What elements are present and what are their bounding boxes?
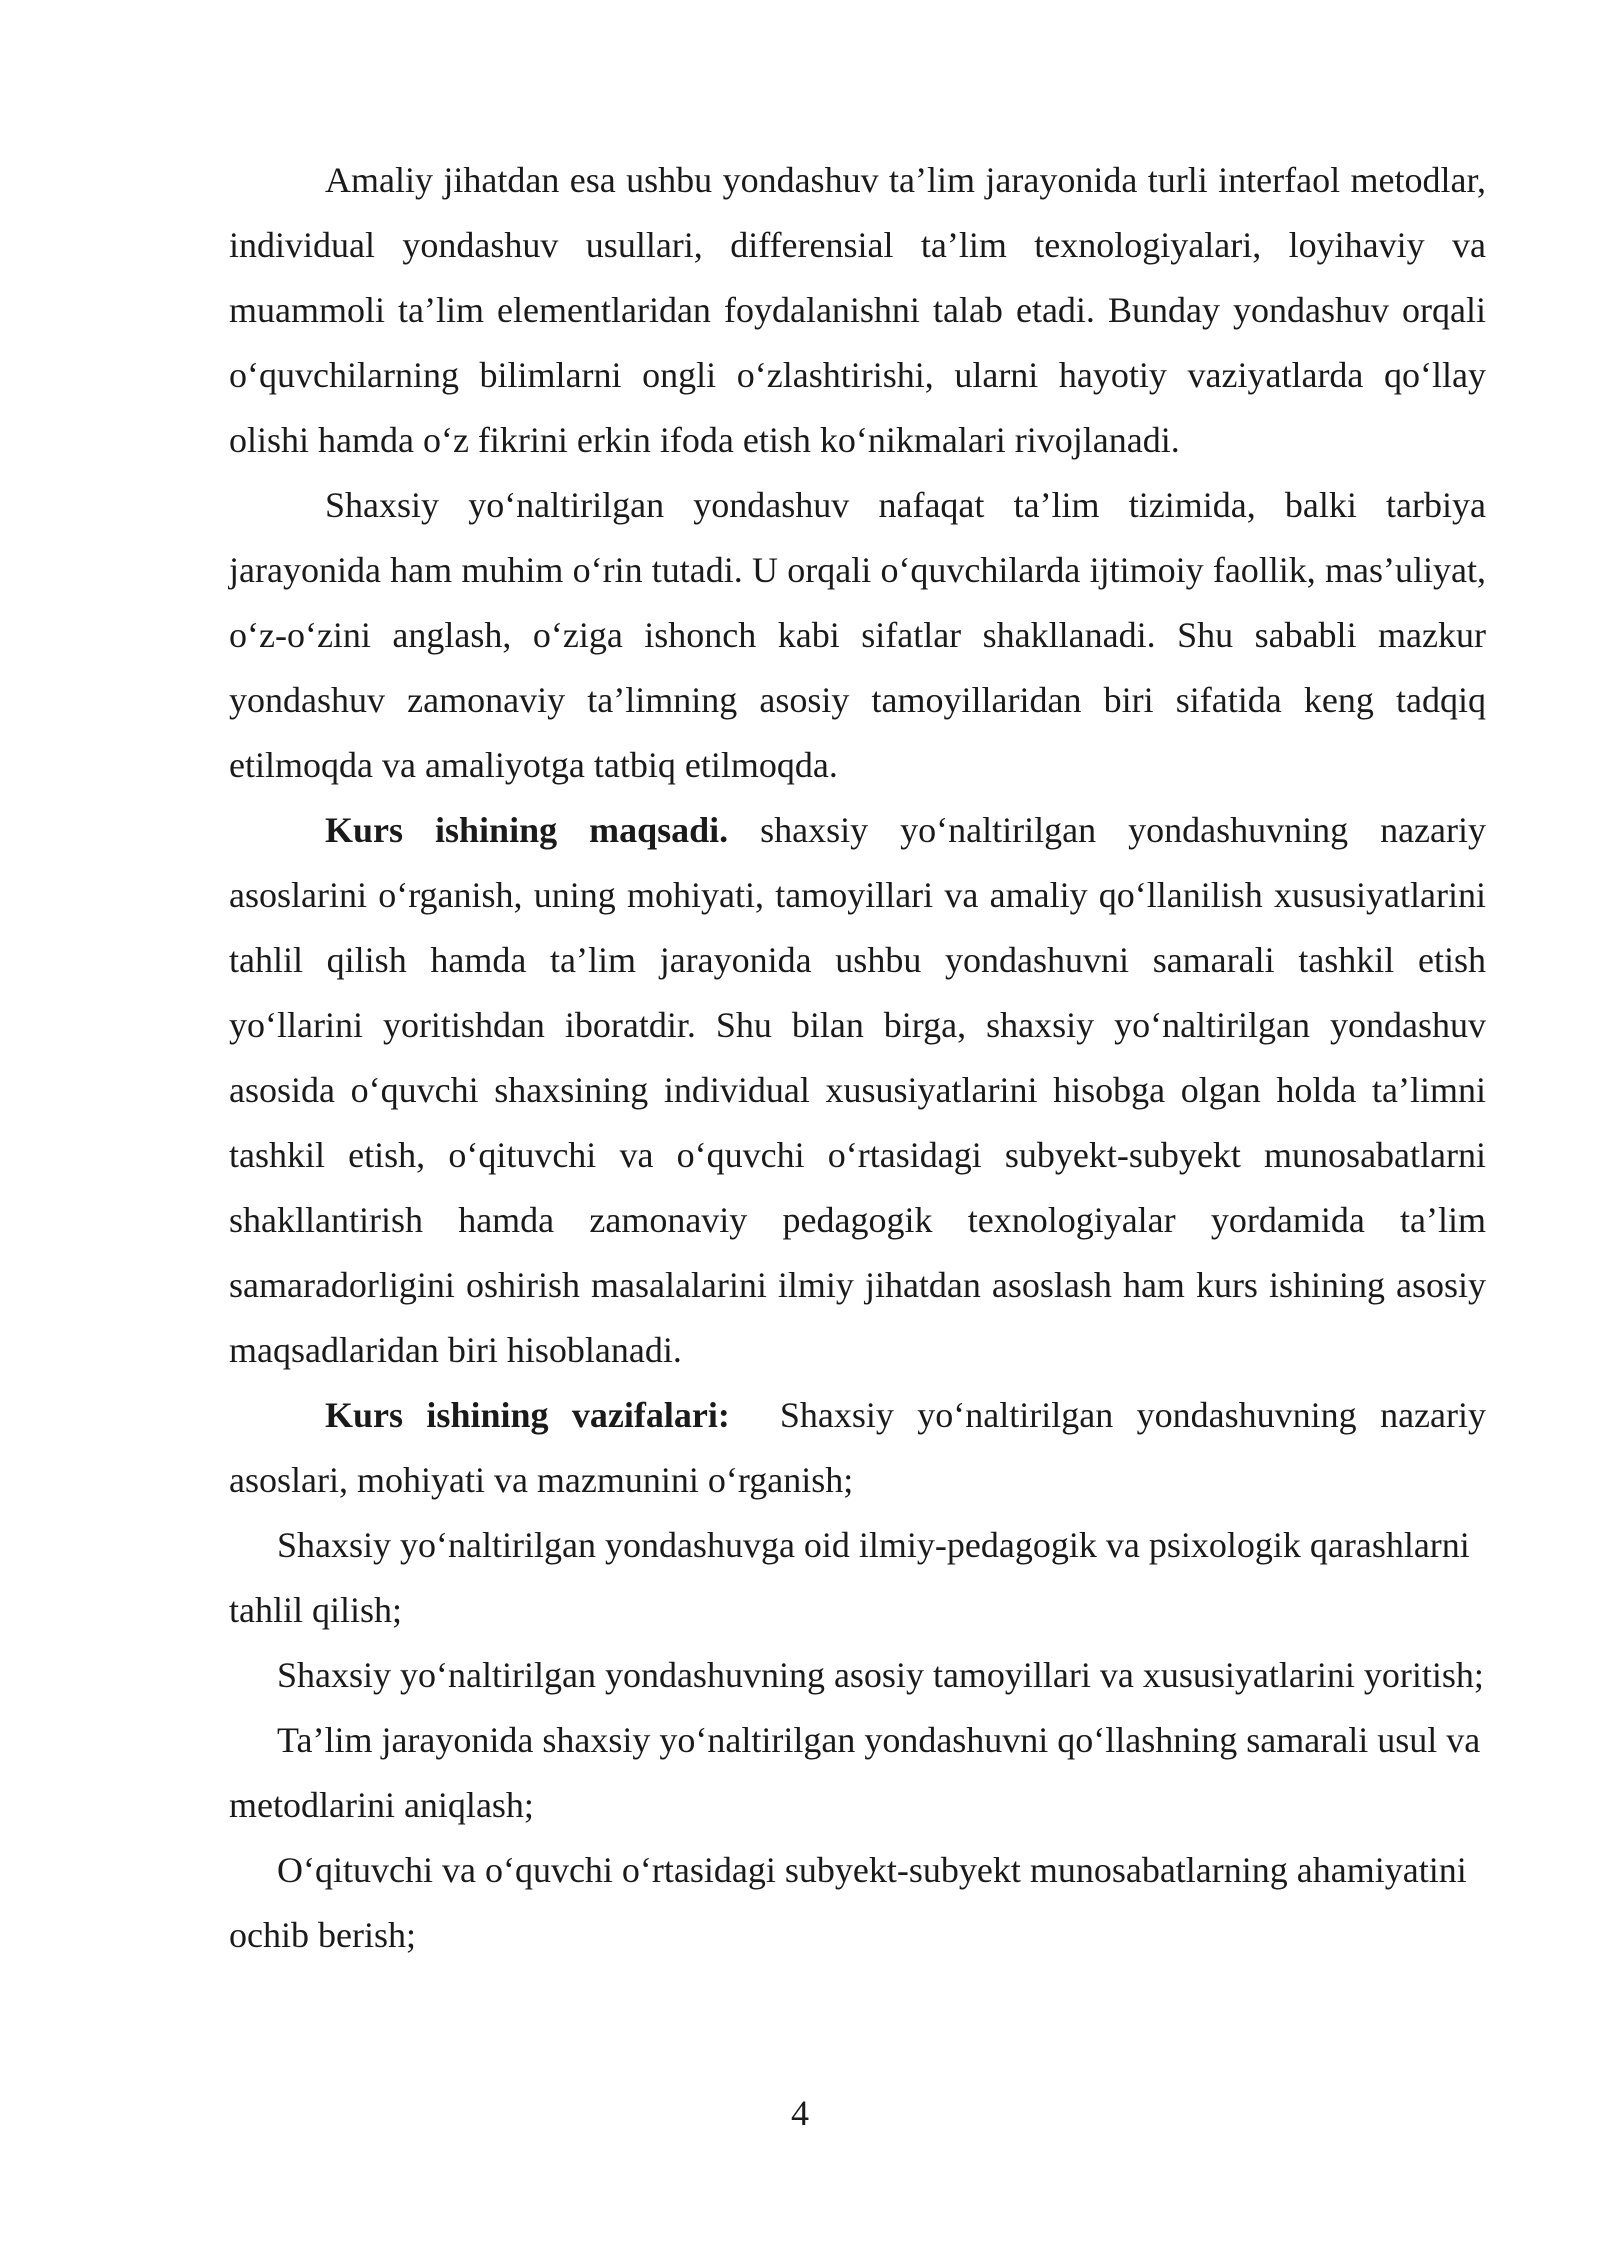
paragraph-course-goal bbox=[229, 798, 1486, 1383]
page-number: 4 bbox=[791, 2093, 809, 2133]
course-goal-label: Kurs ishining maqsadi. bbox=[325, 810, 729, 850]
task-item: Shaxsiy yo‘naltirilgan yondashuvning asosiy tamoyillari va xususiyatlarini yoritish; bbox=[277, 1655, 1484, 1695]
task-item: Shaxsiy yo‘naltirilgan yondashuvga oid ilmiy-pedagogik va psixologik qarashlarni tahlil qilish; bbox=[229, 1525, 1470, 1630]
paragraph-practical-approach: Amaliy jihatdan esa ushbu yondashuv ta’lim jarayonida turli interfaol metodlar, individual yondashuv usullari, differensial ta’lim texnologiyalari, loyihaviy va muammoli ta’lim elementlaridan foydalanishni talab etadi. Bunday yondashuv orqali o‘quvchilarning bilimlarni ongli o‘zlashtirishi, ularni hayotiy vaziyatlarda qo‘llay olishi hamda o‘z fikrini erkin ifoda etish ko‘nikmalari rivojlanadi. bbox=[229, 160, 1486, 460]
course-goal-text: shaxsiy yo‘naltirilgan yondashuvning nazariy asoslarini o‘rganish, uning mohiyati, tamoyillari va amaliy qo‘llanilish xususiyatlarini tahlil qilish hamda ta’lim jarayonida ushbu yondashuvni samarali tashkil etish yo‘llarini yoritishdan iboratdir. Shu bilan birga, shaxsiy yo‘naltirilgan yondashuv asosida o‘quvchi shaxsining individual xususiyatlarini hisobga olgan holda ta’limni tashkil etish, o‘qituvchi va o‘quvchi o‘rtasidagi subyekt-subyekt munosabatlarni shakllantirish hamda zamonaviy pedagogik texnologiyalar yordamida ta’lim samaradorligini oshirish masalalarini ilmiy jihatdan asoslash ham kurs ishining asosiy maqsadlaridan biri hisoblanadi. bbox=[229, 810, 1486, 1370]
course-tasks-first-item: Shaxsiy yo‘naltirilgan yondashuvning nazariy asoslari, mohiyati va mazmunini o‘rganish; bbox=[229, 1395, 1487, 1500]
paragraph-personal-oriented: Shaxsiy yo‘naltirilgan yondashuv nafaqat ta’lim tizimida, balki tarbiya jarayonida ham muhim o‘rin tutadi. U orqali o‘quvchilarda ijtimoiy faollik, mas’uliyat, o‘z-o‘zini anglash, o‘ziga ishonch kabi sifatlar shakllanadi. Shu sababli mazkur yondashuv zamonaviy ta’limning asosiy tamoyillaridan biri sifatida keng tadqiq etilmoqda va amaliyotga tatbiq etilmoqda. bbox=[229, 485, 1486, 785]
task-item: O‘qituvchi va o‘quvchi o‘rtasidagi subyekt-subyekt munosabatlarning ahamiyatini ochib berish; bbox=[229, 1850, 1467, 1955]
paragraph-course-tasks bbox=[229, 1383, 1486, 1513]
body-text bbox=[229, 148, 1486, 1968]
course-tasks-label: Kurs ishining vazifalari: bbox=[325, 1395, 730, 1435]
task-item: Ta’lim jarayonida shaxsiy yo‘naltirilgan yondashuvni qo‘llashning samarali usul va metodlarini aniqlash; bbox=[229, 1720, 1481, 1825]
